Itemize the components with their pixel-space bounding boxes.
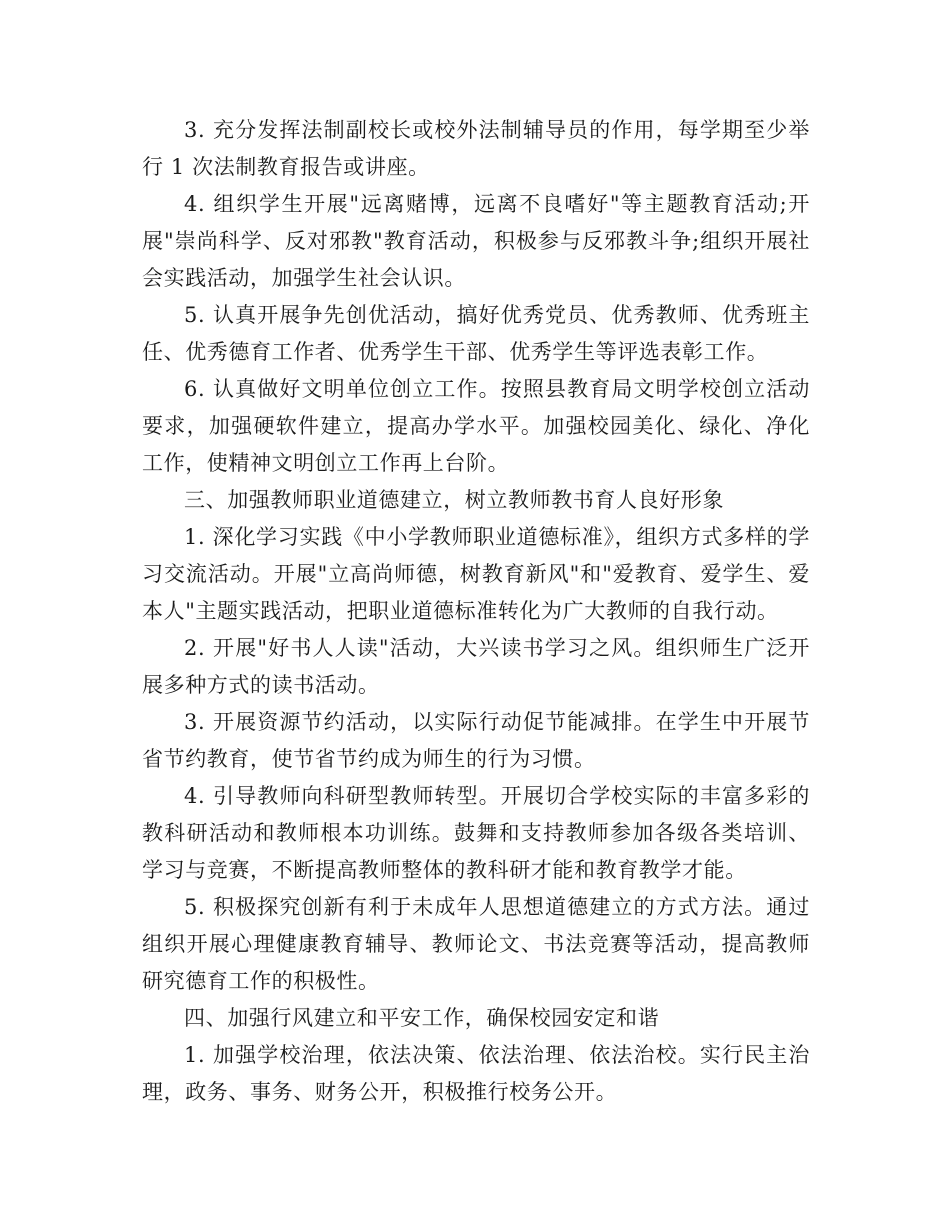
paragraph-9: 5. 积极探究创新有利于未成年人思想道德建立的方式方法。通过组织开展心理健康教育辅导、教师论文、书法竞赛等活动，提高教师研究德育工作的积极性。 [142,895,810,993]
paragraph-10: 1. 加强学校治理，依法决策、依法治理、依法治校。实行民主治理，政务、事务、财务公开，积极推行校务公开。 [142,1043,810,1104]
section-heading-3: 三、加强教师职业道德建立，树立教师教书育人良好形象 [184,488,724,512]
document-body [142,112,810,1111]
paragraph-3: 5. 认真开展争先创优活动，搞好优秀党员、优秀教师、优秀班主任、优秀德育工作者、优秀学生干部、优秀学生等评选表彰工作。 [142,303,810,364]
section-heading-4: 四、加强行风建立和平安工作，确保校园安定和谐 [184,1006,660,1030]
paragraph-6: 2. 开展"好书人人读"活动，大兴读书学习之风。组织师生广泛开展多种方式的读书活动。 [142,636,810,697]
paragraph-1: 3. 充分发挥法制副校长或校外法制辅导员的作用，每学期至少举行 1 次法制教育报告或讲座。 [142,118,810,179]
paragraph-2: 4. 组织学生开展"远离赌博，远离不良嗜好"等主题教育活动;开展"崇尚科学、反对邪教"教育活动，积极参与反邪教斗争;组织开展社会实践活动，加强学生社会认识。 [142,192,810,290]
paragraph-4: 6. 认真做好文明单位创立工作。按照县教育局文明学校创立活动要求，加强硬软件建立，提高办学水平。加强校园美化、绿化、净化工作，使精神文明创立工作再上台阶。 [142,377,810,475]
paragraph-5: 1. 深化学习实践《中小学教师职业道德标准》，组织方式多样的学习交流活动。开展"立高尚师德，树教育新风"和"爱教育、爱学生、爱本人"主题实践活动，把职业道德标准转化为广大教师的自我行动。 [142,525,810,623]
paragraph-7: 3. 开展资源节约活动，以实际行动促节能减排。在学生中开展节省节约教育，使节省节约成为师生的行为习惯。 [142,710,810,771]
paragraph-8: 4. 引导教师向科研型教师转型。开展切合学校实际的丰富多彩的教科研活动和教师根本功训练。鼓舞和支持教师参加各级各类培训、学习与竞赛，不断提高教师整体的教科研才能和教育教学才能。 [142,784,810,882]
